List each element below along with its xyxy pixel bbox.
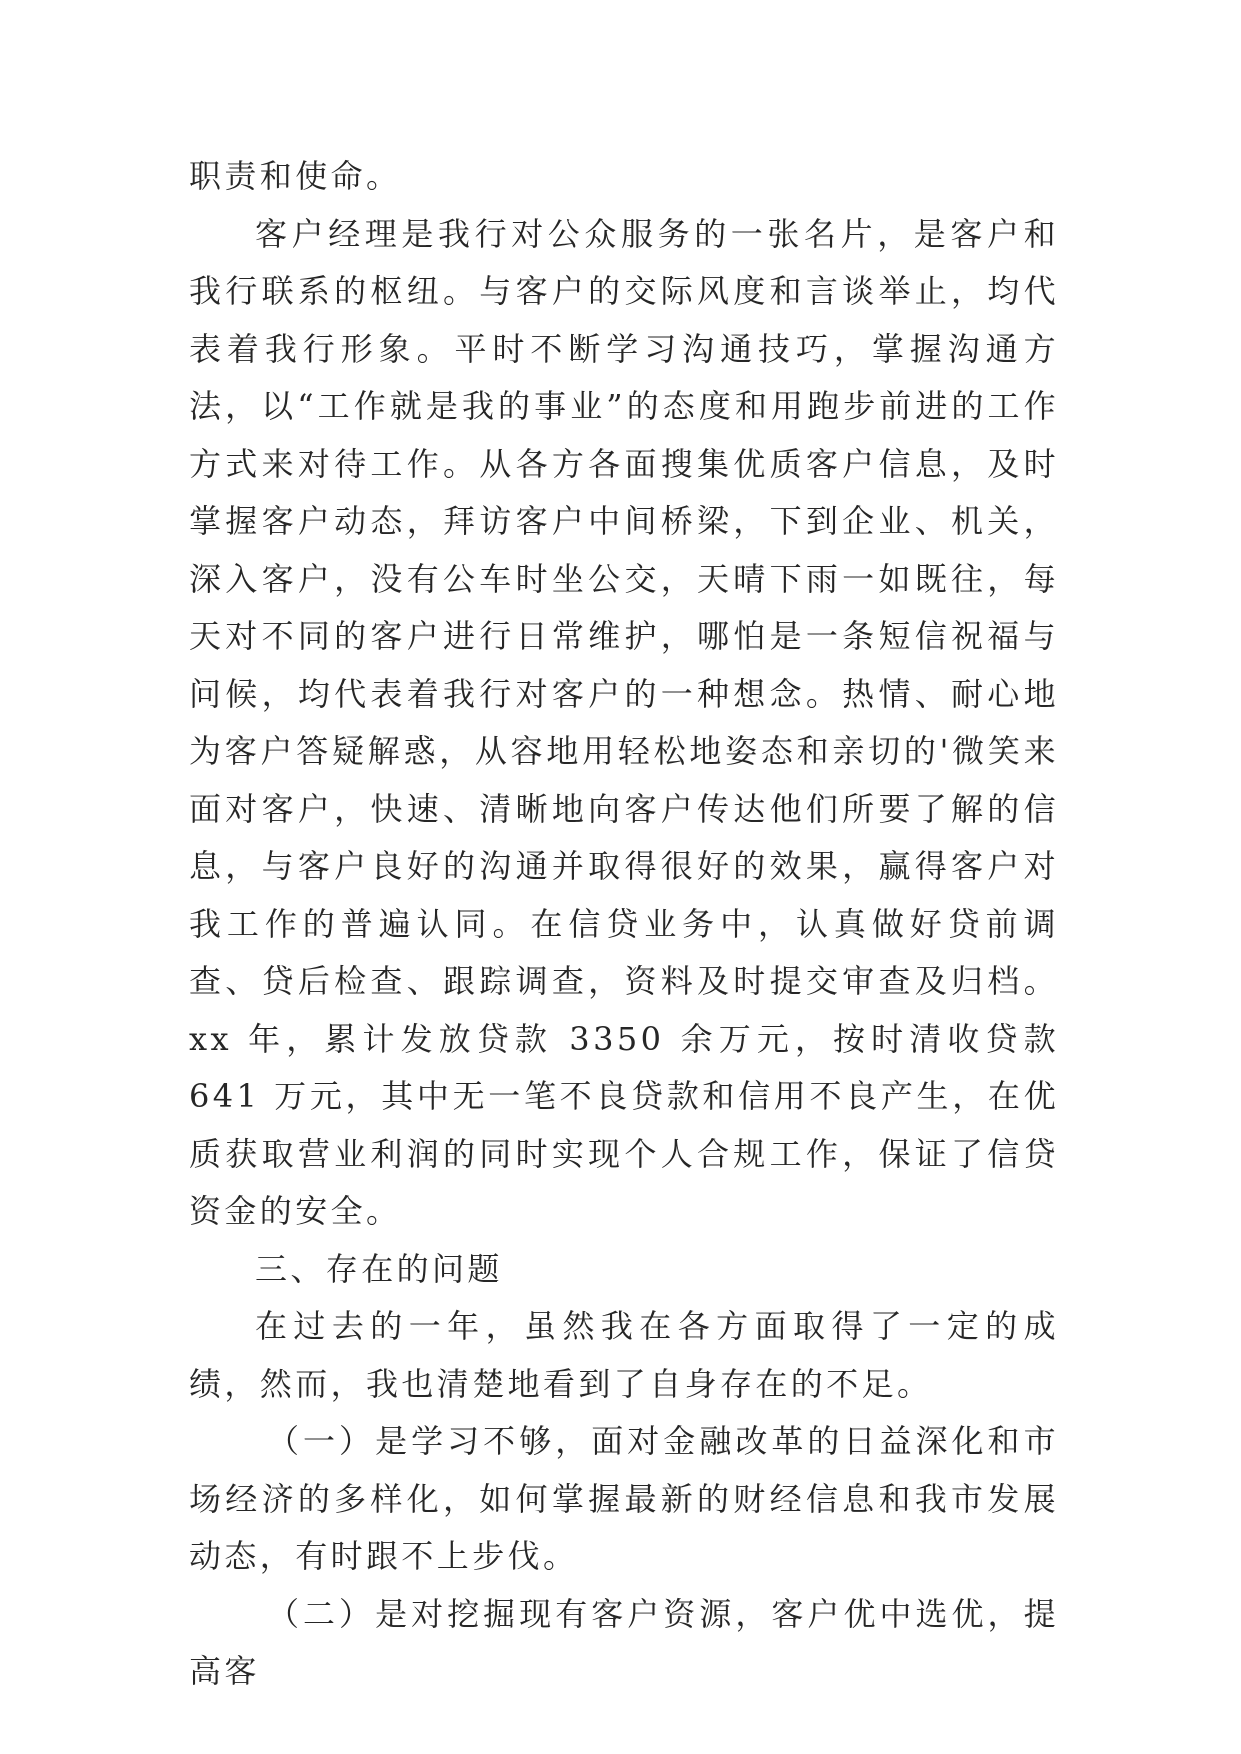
paragraph-shortcomings-intro: 在过去的一年，虽然我在各方面取得了一定的成绩，然而，我也清楚地看到了自身存在的不足。 — [189, 1307, 1059, 1403]
paragraph-point-one: （一）是学习不够，面对金融改革的日益深化和市场经济的多样化，如何掌握最新的财经信息和我市发展动态，有时跟不上步伐。 — [189, 1422, 1059, 1575]
paragraph-customer-manager: 客户经理是我行对公众服务的一张名片，是客户和我行联系的枢纽。与客户的交际风度和言谈举止，均代表着我行形象。平时不断学习沟通技巧，掌握沟通方法，以“工作就是我的事业”的态度和用跑步前进的工作方式来对待工作。从各方各面搜集优质客户信息，及时掌握客户动态，拜访客户中间桥梁，下到企业、机关，深入客户，没有公车时坐公交，天晴下雨一如既往，每天对不同的客户进行日常维护，哪怕是一条短信祝福与问候，均代表着我行对客户的一种想念。热情、耐心地为客户答疑解惑，从容地用轻松地姿态和亲切的'微笑来面对客户，快速、清晰地向客户传达他们所要了解的信息，与客户良好的沟通并取得很好的效果，赢得客户对我工作的普遍认同。在信贷业务中，认真做好贷前调查、贷后检查、跟踪调查，资料及时提交审查及归档。xx 年，累计发放贷款 3350 余万元，按时清收贷款 641 万元，其中无一笔不良贷款和信用不良产生，在优质获取营业利润的同时实现个人合规工作，保证了信贷资金的安全。 — [189, 214, 1059, 1230]
paragraph-point-two: （二）是对挖掘现有客户资源，客户优中选优，提高客 — [189, 1594, 1059, 1690]
document-body — [189, 148, 1059, 1701]
section-heading-problems: 三、存在的问题 — [255, 1249, 503, 1288]
paragraph-continuation: 职责和使命。 — [189, 157, 402, 195]
